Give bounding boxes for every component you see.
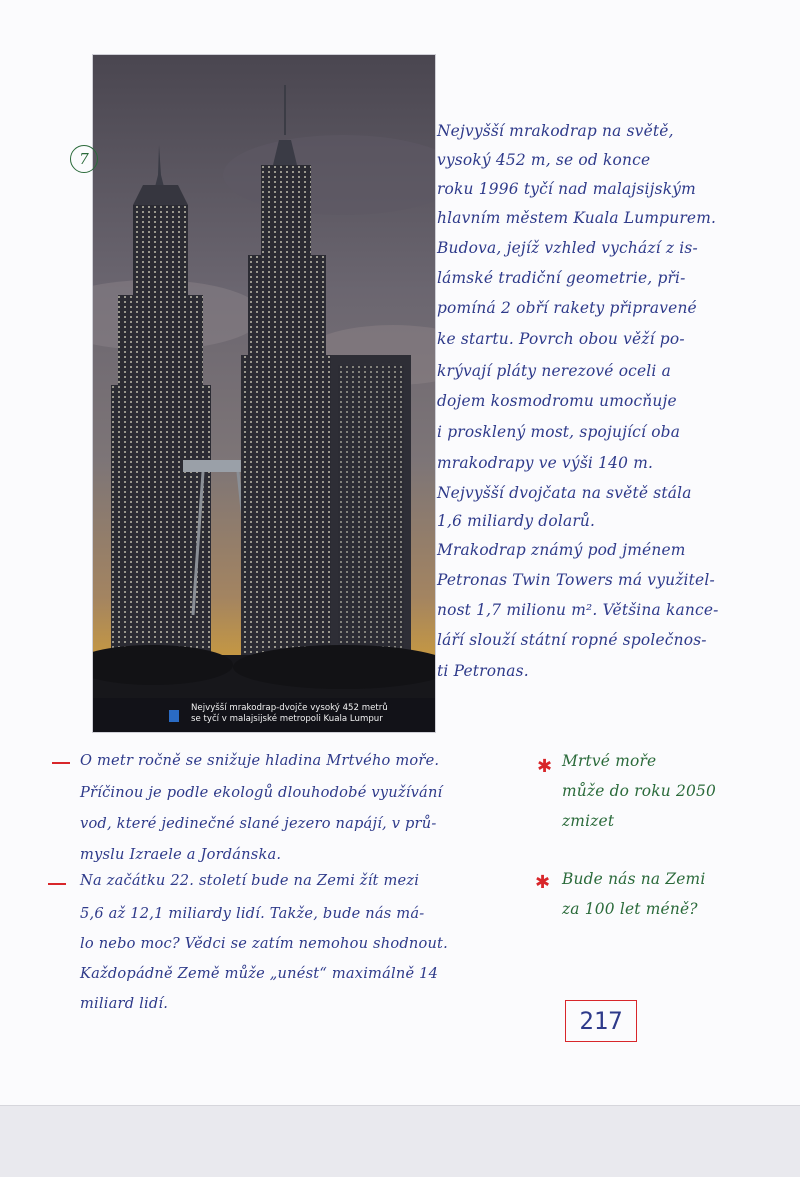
text-line: ke startu. Povrch obou věží po-: [437, 330, 685, 348]
caption-line: Nejvyšší mrakodrap-dvojče vysoký 452 metrů: [191, 703, 388, 713]
towers-illustration: [93, 55, 435, 732]
text-line: Mrakodrap známý pod jménem: [437, 541, 686, 559]
text-line: krývají pláty nerezové oceli a: [437, 362, 672, 380]
note-line: Příčinou je podle ekologů dlouhodobé využívání: [80, 784, 443, 801]
text-line: roku 1996 tyčí nad malajsijským: [437, 180, 696, 198]
side-note-line: za 100 let méně?: [562, 900, 698, 918]
caption-logo: [169, 710, 179, 722]
page-bottom-edge: [0, 1105, 800, 1177]
note-line: O metr ročně se snižuje hladina Mrtvého moře.: [80, 752, 440, 769]
text-line: mrakodrapy ve výši 140 m.: [437, 454, 654, 472]
note-line: myslu Izraele a Jordánska.: [80, 846, 282, 863]
red-asterisk-icon: ✱: [535, 872, 551, 893]
red-dash-marker: [48, 883, 66, 885]
side-note-line: může do roku 2050: [562, 782, 716, 800]
side-note-line: zmizet: [562, 812, 615, 830]
text-line: Petronas Twin Towers má využitel-: [437, 571, 715, 589]
note-line: Na začátku 22. století bude na Zemi žít mezi: [80, 872, 420, 889]
note-line: Každopádně Země může „unést“ maximálně 14: [80, 965, 439, 982]
text-line: lámské tradiční geometrie, při-: [437, 269, 686, 287]
text-line: Nejvyšší mrakodrap na světě,: [437, 122, 674, 140]
text-line: láří slouží státní ropné společnos-: [437, 631, 707, 649]
red-dash-marker: [52, 762, 70, 764]
text-line: ti Petronas.: [437, 662, 529, 680]
text-line: Nejvyšší dvojčata na světě stála: [437, 484, 692, 502]
red-asterisk-icon: ✱: [537, 756, 553, 777]
text-line: i prosklený most, spojující oba: [437, 423, 681, 441]
item-number-marker: 7: [70, 145, 98, 173]
page-number: 217: [565, 1000, 637, 1042]
note-line: vod, které jedinečné slané jezero napájí, v prů-: [80, 815, 437, 832]
text-line: 1,6 miliardy dolarů.: [437, 512, 596, 530]
text-line: hlavním městem Kuala Lumpurem.: [437, 209, 717, 227]
note-line: lo nebo moc? Vědci se zatím nemohou shodnout.: [80, 935, 448, 952]
towers-photo: [93, 55, 435, 732]
side-note-line: Mrtvé moře: [562, 752, 657, 770]
text-line: vysoký 452 m, se od konce: [437, 151, 651, 169]
caption-line: se tyčí v malajsijské metropoli Kuala Lumpur: [191, 714, 383, 724]
text-line: nost 1,7 milionu m². Většina kance-: [437, 601, 719, 619]
photo-caption: [93, 698, 435, 732]
text-line: dojem kosmodromu umocňuje: [437, 392, 677, 410]
note-line: 5,6 až 12,1 miliardy lidí. Takže, bude nás má-: [80, 905, 425, 922]
note-line: miliard lidí.: [80, 995, 169, 1012]
side-note-line: Bude nás na Zemi: [562, 870, 706, 888]
text-line: Budova, jejíž vzhled vychází z is-: [437, 239, 698, 257]
text-line: pomíná 2 obří rakety připravené: [437, 299, 697, 317]
